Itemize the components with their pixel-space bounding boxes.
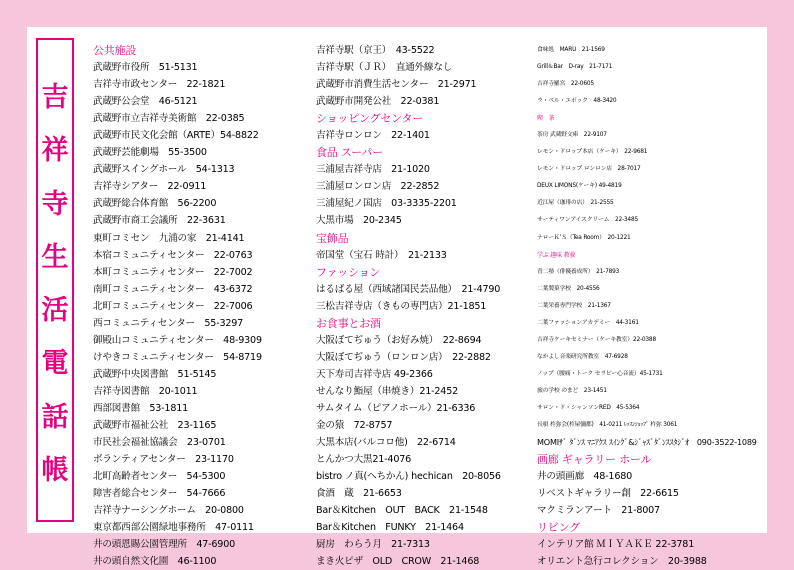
directory-entry: 武蔵野市商工会議所 22-3631 xyxy=(93,215,226,227)
directory-entry: 三松吉祥寺店（きもの専門店）21-1851 xyxy=(316,300,487,312)
category-heading: ファッション xyxy=(316,265,381,279)
directory-entry: 食味処 MARU 21-1569 xyxy=(537,47,605,53)
directory-entry: マクミランアート 21-8007 xyxy=(537,505,660,517)
directory-entry: 西部図書館 53-1811 xyxy=(93,402,189,414)
directory-column-3 xyxy=(537,42,757,570)
directory-column-1 xyxy=(93,42,262,570)
directory-entry: 武蔵野総合体育館 56-2200 xyxy=(93,198,217,210)
directory-entry: 吉祥寺ロンロン 22-1401 xyxy=(316,130,430,142)
directory-entry: レモン・ドロップ ロンロン店 28-7017 xyxy=(537,166,641,173)
directory-entry: 井の頭自然文化園 46-1100 xyxy=(93,556,217,568)
directory-entry: 障害者総合センター 54-7666 xyxy=(93,488,226,500)
directory-entry: 武蔵野市立吉祥寺美術館 22-0385 xyxy=(93,113,245,125)
directory-entry: サロン・ド・シャンソンRED 45-5364 xyxy=(537,404,640,411)
category-heading: 画廊 ギャラリー ホール xyxy=(537,453,652,467)
directory-entry: 大黒本店(バルコロ他) 22-6714 xyxy=(316,437,456,449)
directory-entry: ナローＫ’Ｓ（Tea Room） 20-1221 xyxy=(537,234,631,241)
directory-entry: 青二塾（俳優養成所） 21-7893 xyxy=(537,268,620,275)
directory-entry: 西コミュニティセンター 55-3297 xyxy=(93,317,244,329)
title-char: 吉 xyxy=(41,82,69,113)
directory-entry: 食酒 蔵 21-6653 xyxy=(316,488,402,500)
category-heading: ショッピングセンター xyxy=(316,112,424,126)
directory-entry: 吉祥寺ケーキセミナー（ケーキ教室）22-0388 xyxy=(537,336,656,343)
directory-entry: DEUX LIMONS(ケーキ) 49-4819 xyxy=(537,183,622,190)
directory-entry: 旅の学校 のまど 23-1451 xyxy=(537,387,607,394)
directory-entry: 市民社会福祉協議会 23-0701 xyxy=(93,437,226,449)
directory-entry: bistro ノ真(へちかん) hechican 20-8056 xyxy=(316,471,501,483)
category-heading: お食事とお酒 xyxy=(316,316,381,330)
directory-entry: 吉祥寺図書館 20-1011 xyxy=(93,385,198,397)
directory-entry: 本町コミュニティセンター 22-7002 xyxy=(93,266,253,278)
directory-entry: インテリア館 ＭＩＹＡＫＥ 22-3781 xyxy=(537,539,695,551)
category-heading: 食品 スーパー xyxy=(316,146,383,160)
directory-entry: Grill＆Bar D-ray 21-7171 xyxy=(537,64,613,71)
directory-entry: 二葉製菓学校 20-4556 xyxy=(537,285,600,292)
directory-entry: レモン・ドロップ本店（ケーキ） 22-9681 xyxy=(537,149,648,156)
category-heading: 宝飾品 xyxy=(316,231,349,245)
directory-column-2 xyxy=(316,42,501,570)
title-char: 話 xyxy=(41,401,69,433)
directory-entry: まき火ピザ OLD CROW 21-1468 xyxy=(316,556,480,568)
directory-entry: サムタイム（ピアノホール）21-6336 xyxy=(316,402,476,414)
directory-entry: オリエント急行コレクション 20-3988 xyxy=(537,556,707,568)
directory-entry: とんかつ大黒21-4076 xyxy=(316,454,412,466)
directory-entry: 武蔵野市開発公社 22-0381 xyxy=(316,96,440,108)
directory-entry: 武蔵野中央図書館 51-5145 xyxy=(93,368,217,380)
directory-entry: 厨房 わらう月 21-7313 xyxy=(316,539,430,551)
directory-entry: 武蔵野市民文化会館（ARTE）54-8822 xyxy=(93,130,259,142)
directory-entry: ラ・ペル・エポック 48-3420 xyxy=(537,98,617,105)
directory-entry: せんなり鮨屋（串焼き）21-2452 xyxy=(316,385,459,397)
title-char: 寺 xyxy=(41,188,69,220)
directory-entry: 二葉ファッションアカデミー 44-3161 xyxy=(537,319,639,326)
directory-entry: 武蔵野市役所 51-5131 xyxy=(93,62,198,74)
directory-entry: 三浦屋吉祥寺店 21-1020 xyxy=(316,164,430,176)
directory-entry: 二葉栄養専門学校 21-1367 xyxy=(537,302,611,309)
directory-entry: 吉祥寺羅宮 22-0605 xyxy=(537,81,594,88)
directory-entry: ノップ（腰痛・トーク セラピー心音流）45-1731 xyxy=(537,370,663,377)
directory-entry: Bar＆Kitchen FUNKY 21-1464 xyxy=(316,522,464,534)
directory-entry: 金の猿 72-8757 xyxy=(316,420,393,432)
directory-title xyxy=(36,38,74,522)
directory-entry: 茶房 武蔵野文庫 22-9107 xyxy=(537,132,607,139)
directory-entry: 武蔵野公会堂 46-5121 xyxy=(93,96,198,108)
directory-entry: なかよし音楽研究所教室 47-6928 xyxy=(537,353,628,360)
directory-entry: はるばる屋（西域諸国民芸品他） 21-4790 xyxy=(316,283,501,295)
directory-entry: 武蔵野市消費生活センター 21-2971 xyxy=(316,79,477,91)
title-char: 電 xyxy=(41,348,69,380)
directory-entry: 帝国堂（宝石 時計） 21-2133 xyxy=(316,249,447,261)
directory-entry: 御殿山コミュニティセンター 48-9309 xyxy=(93,334,262,346)
directory-entry: 吉祥寺市政センター 22-1821 xyxy=(93,79,226,91)
directory-entry: 北町高齢者センター 54-5300 xyxy=(93,471,226,483)
directory-entry: 東町コミセン 九浦の家 21-4141 xyxy=(93,232,245,244)
directory-entry: 井の頭画廊 48-1680 xyxy=(537,471,633,483)
directory-entry: 本宿コミュニティセンター 22-0763 xyxy=(93,249,253,261)
category-heading: 公共施設 xyxy=(93,44,137,57)
directory-entry: サーティワンアイスクリーム 22-3485 xyxy=(537,217,638,224)
directory-entry: 井の頭恩賜公園管理所 47-6900 xyxy=(93,539,236,551)
directory-entry: リベストギャラリー創 22-6615 xyxy=(537,488,679,500)
directory-entry: 大黒市場 20-2345 xyxy=(316,215,402,227)
directory-entry: 大阪ぼてぢゅう（ロンロン店） 22-2882 xyxy=(316,351,491,363)
directory-entry: 天下寿司吉祥寺店 49-2366 xyxy=(316,368,433,380)
title-char: 活 xyxy=(41,295,69,327)
directory-entry: 武蔵野芸能劇場 55-3500 xyxy=(93,147,207,159)
directory-entry: 吉祥寺駅（京王） 43-5522 xyxy=(316,45,435,56)
directory-entry: 南町コミュニティセンター 43-6372 xyxy=(93,283,253,295)
directory-entry: 吉祥寺ナーシングホーム 20-0800 xyxy=(93,505,244,517)
directory-entry: けやきコミュニティセンター 54-8719 xyxy=(93,351,262,363)
directory-entry: ボランティアセンター 23-1170 xyxy=(93,454,234,466)
directory-entry: 吉祥寺シアター 22-0911 xyxy=(93,181,207,193)
directory-entry: 三浦屋紀ノ国店 03-3335-2201 xyxy=(316,198,457,210)
category-heading: リビング xyxy=(537,521,580,535)
directory-entry: 武蔵野市福祉公社 23-1165 xyxy=(93,420,217,432)
directory-entry: 武蔵野スイングホール 54-1313 xyxy=(93,164,235,176)
directory-entry: 長唄 杵弥会(杵屋彌都) 41-0211 ﾚｯｽﾝｼｮｯﾌﾟ 杵弥 3061 xyxy=(537,422,678,429)
directory-entry: 大阪ぼてぢゅう（お好み焼） 22-8694 xyxy=(316,334,482,346)
directory-entry: 東京都西部公園緑地事務所 47-0111 xyxy=(93,522,254,534)
directory-entry: 吉祥寺駅（ＪＲ） 直通外線なし xyxy=(316,62,453,74)
title-char: 祥 xyxy=(41,135,69,167)
directory-entry: 三浦屋ロンロン店 22-2852 xyxy=(316,181,440,193)
directory-entry: 北町コミュニティセンター 22-7006 xyxy=(93,300,253,312)
title-char: 生 xyxy=(41,241,69,273)
category-heading: 喫 茶 xyxy=(537,115,555,123)
category-heading: 学ぶ 趣味 教養 xyxy=(537,251,576,259)
directory-entry: MOMIｻﾞ ﾀﾞﾝｽ ﾏﾆｱｸｽ ｽｲﾝｸﾞ&ｼﾞｬｽﾞﾀﾞﾝｽｽﾀｼﾞｵ 090-3522-1089 xyxy=(537,437,757,448)
title-char: 帳 xyxy=(41,454,69,486)
directory-entry: 近江屋（珈琲の店） 21-2555 xyxy=(537,200,614,207)
directory-entry: Bar＆Kitchen OUT BACK 21-1548 xyxy=(316,505,488,517)
